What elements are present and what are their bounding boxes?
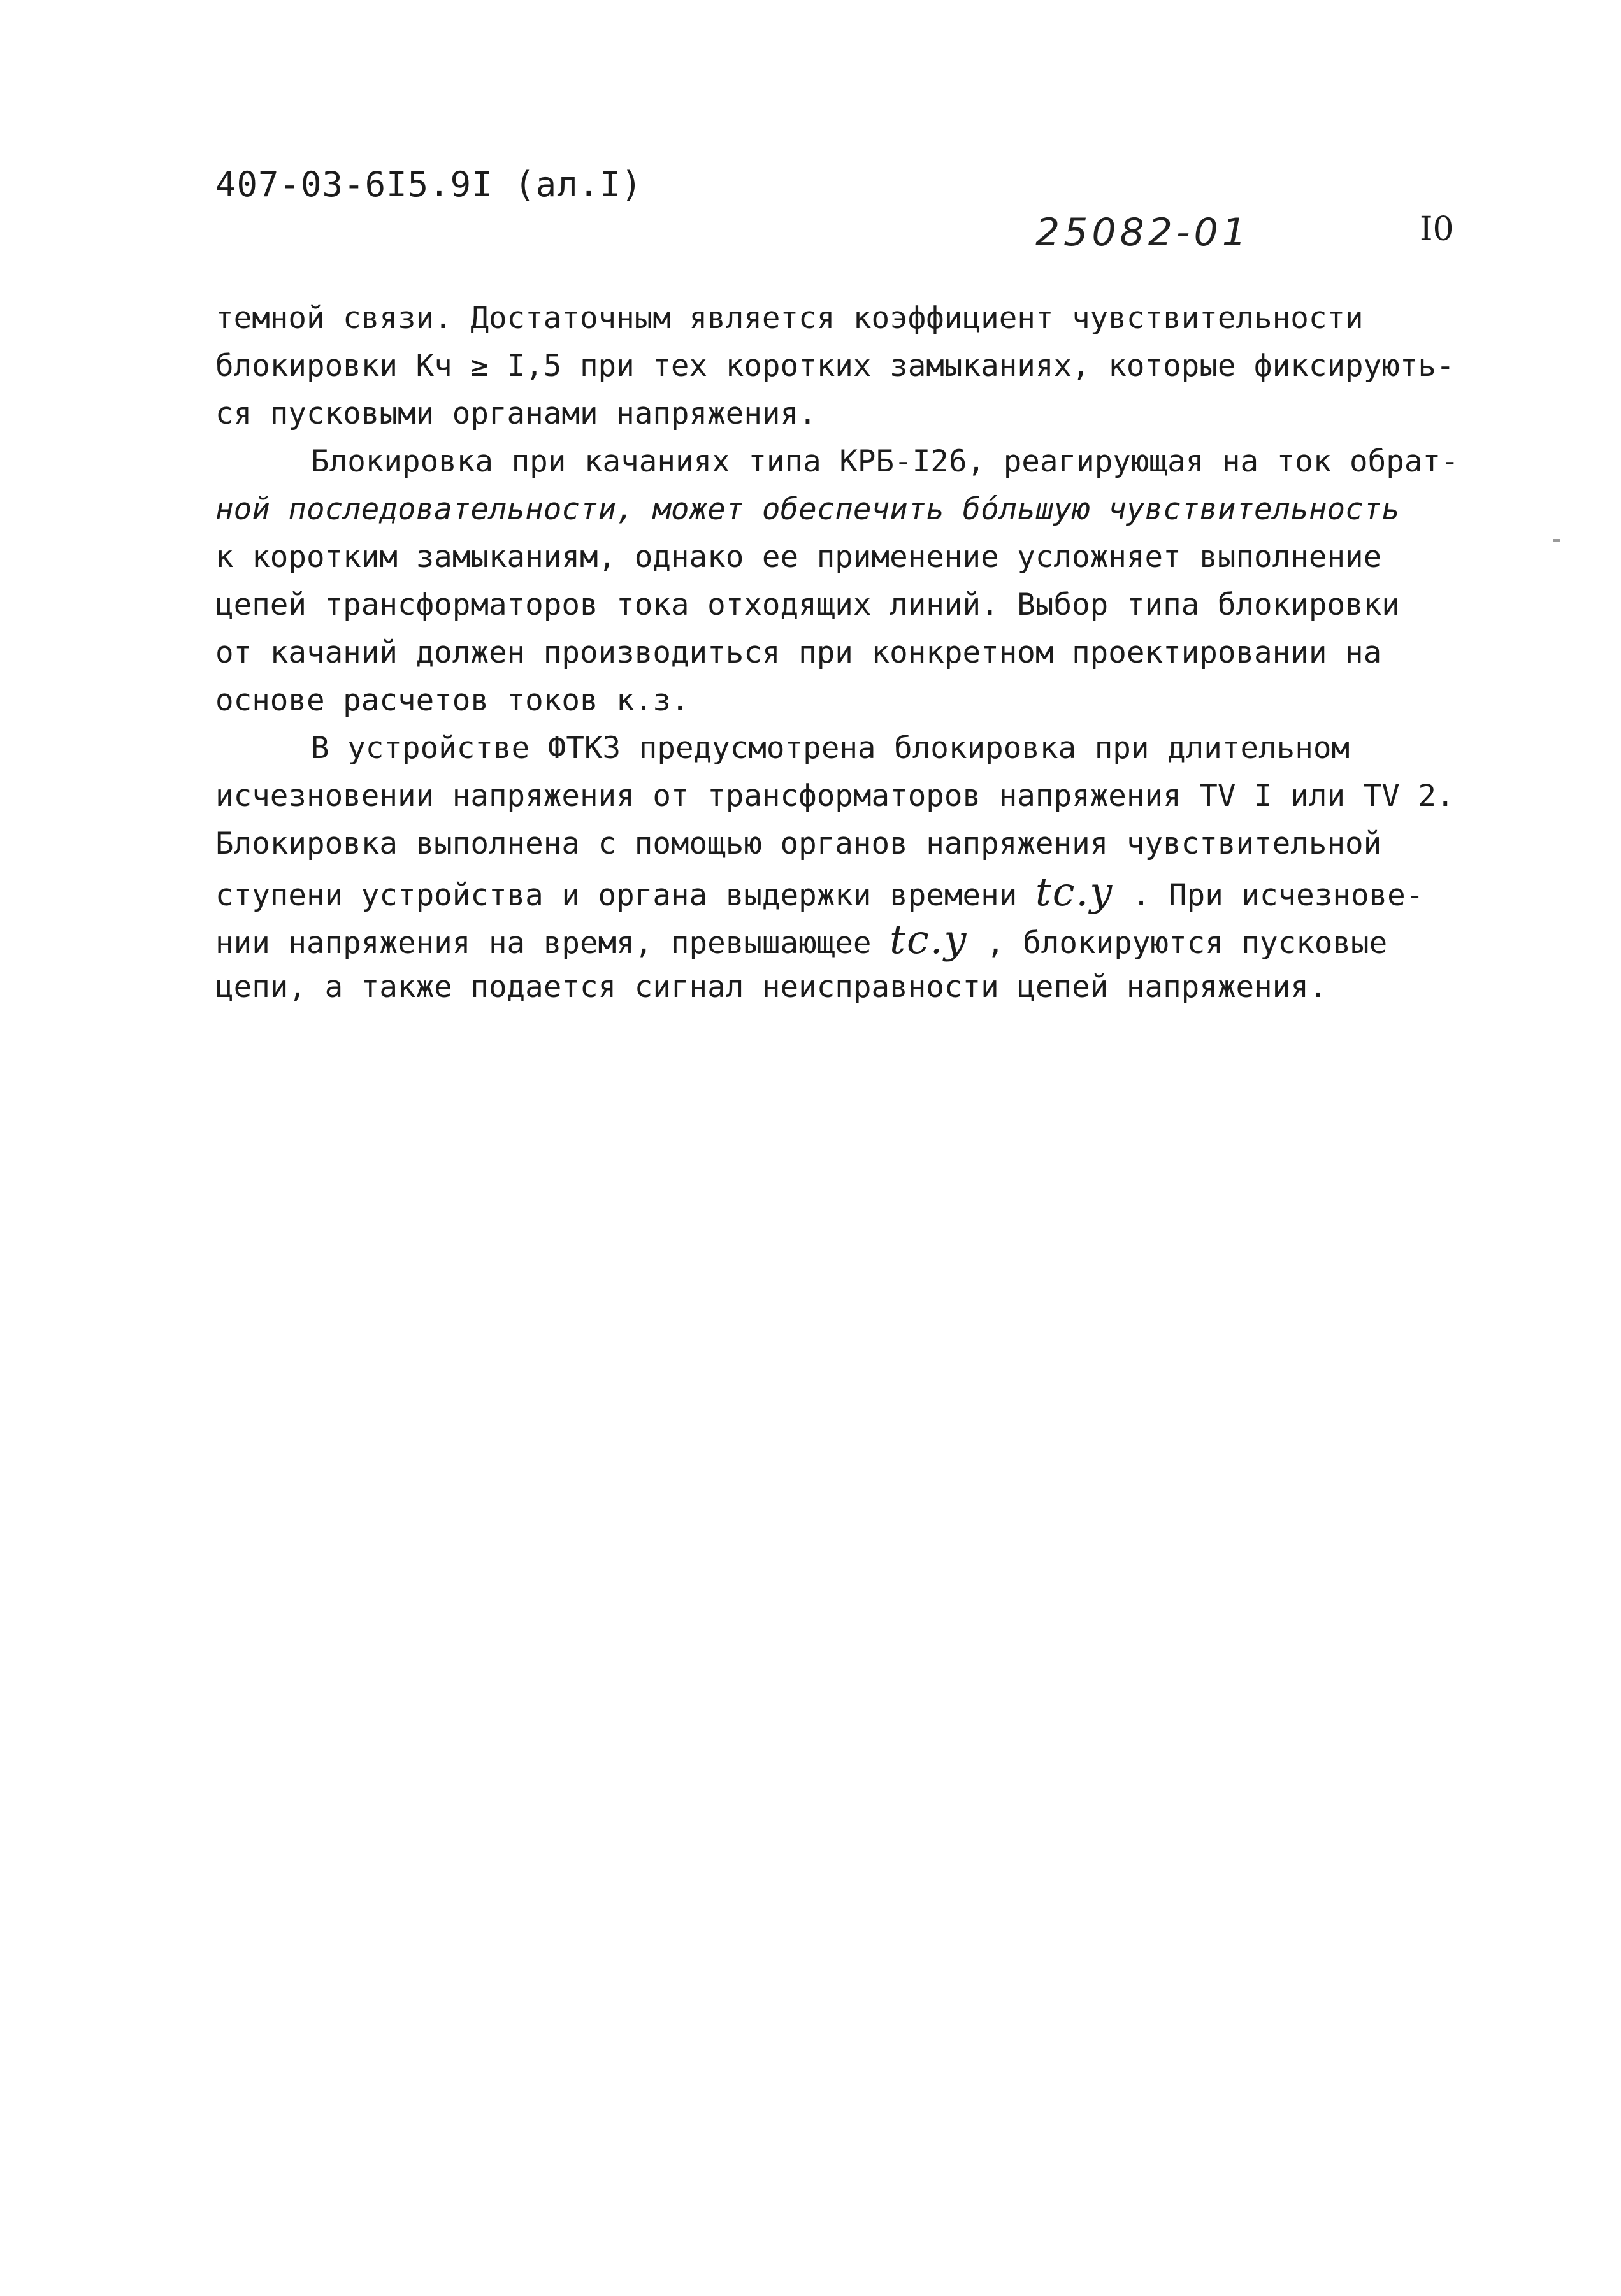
page-number: I0 (1420, 210, 1454, 248)
text-line-italic: ной последовательности, может обеспечить бóльшую чувствительность (215, 492, 1400, 527)
text-segment: , блокируются пусковые (968, 926, 1388, 961)
handwritten-symbol: tс.у (1035, 868, 1114, 915)
scan-artifact (1553, 539, 1560, 542)
handwritten-symbol: tс.у (890, 916, 969, 963)
text-line: В устройстве ФТКЗ предусмотрена блокировка при длительном (311, 731, 1350, 766)
text-line: цепи, а также подается сигнал неисправности цепей напряжения. (215, 970, 1327, 1005)
text-line (215, 915, 1547, 963)
registration-number: 25082-01 (1035, 210, 1250, 255)
text-line: Блокировка выполнена с помощью органов напряжения чувствительной (215, 826, 1382, 861)
text-line: темной связи. Достаточным является коэффициент чувствительности (215, 301, 1364, 336)
body-text (215, 294, 1547, 1011)
text-line: к коротким замыканиям, однако ее применение усложняет выполнение (215, 540, 1382, 575)
text-line: основе расчетов токов к.з. (215, 683, 689, 718)
text-line: от качаний должен производиться при конкретном проектировании на (215, 635, 1382, 670)
text-line: блокировки Кч ≥ I,5 при тех коротких замыканиях, которые фиксирують- (215, 348, 1455, 384)
text-line (215, 868, 1547, 915)
text-line: Блокировка при качаниях типа КРБ-I26, реагирующая на ток обрат- (311, 444, 1459, 479)
text-segment: нии напряжения на время, превышающее (215, 926, 890, 961)
text-line: ся пусковыми органами напряжения. (215, 396, 817, 431)
text-line: цепей трансформаторов тока отходящих линий. Выбор типа блокировки (215, 587, 1400, 622)
text-line: исчезновении напряжения от трансформаторов напряжения TV I или TV 2. (215, 778, 1455, 814)
text-segment: . При исчезнове- (1114, 878, 1424, 913)
document-code: 407-03-6I5.9I (ал.I) (215, 164, 643, 204)
text-segment: ступени устройства и органа выдержки времени (215, 878, 1035, 913)
